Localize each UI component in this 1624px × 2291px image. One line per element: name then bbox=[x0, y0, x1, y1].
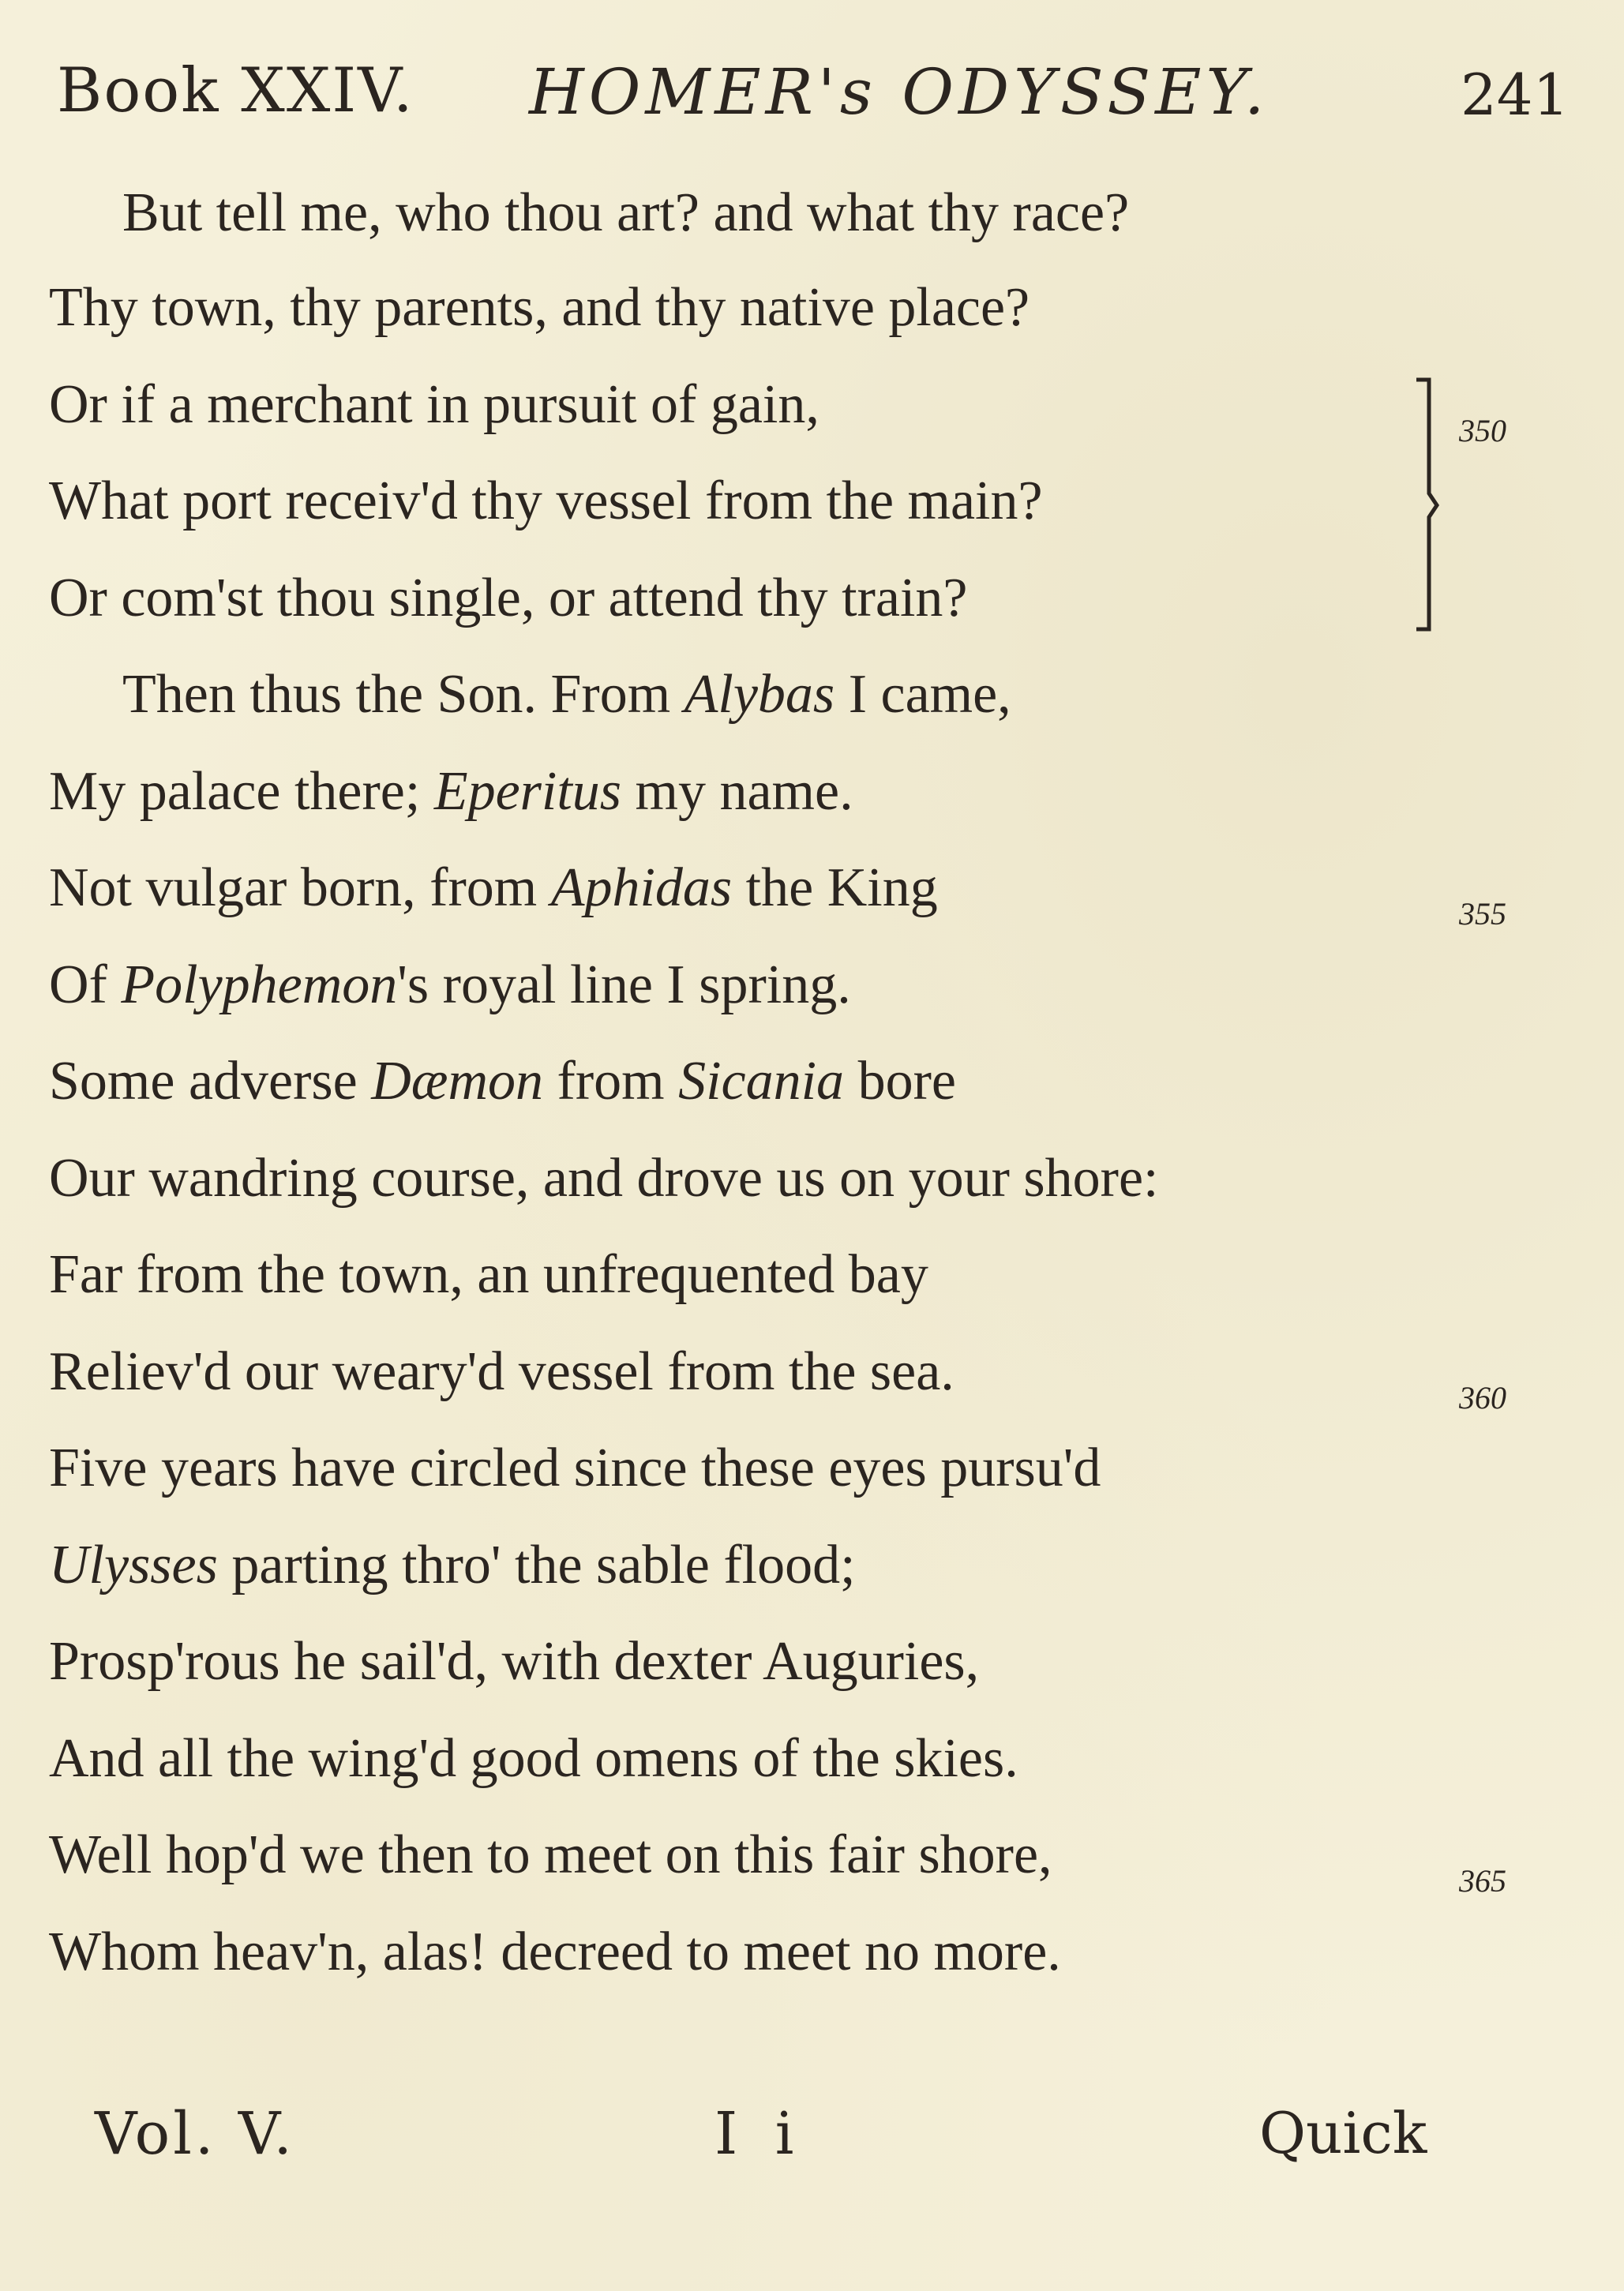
verse-line: Then thus the Son. From Alybas I came, bbox=[122, 664, 1011, 725]
page-number: 241 bbox=[1461, 62, 1570, 128]
verse-line: What port receiv'd thy vessel from the main? bbox=[49, 471, 1043, 531]
verse-line: And all the wing'd good omens of the skies. bbox=[49, 1728, 1018, 1789]
verse-line: Or com'st thou single, or attend thy train? bbox=[49, 568, 968, 628]
verse-line: Our wandring course, and drove us on your shore: bbox=[49, 1148, 1159, 1209]
volume-label: Vol. V. bbox=[95, 2100, 295, 2168]
triplet-brace bbox=[1413, 375, 1445, 636]
verse-line: Whom heav'n, alas! decreed to meet no more. bbox=[49, 1922, 1061, 1982]
verse-line: Of Polyphemon's royal line I spring. bbox=[49, 954, 851, 1015]
verse-line: But tell me, who thou art? and what thy race? bbox=[122, 182, 1130, 243]
verse-line: Or if a merchant in pursuit of gain, bbox=[49, 374, 820, 435]
verse-line: Prosp'rous he sail'd, with dexter Auguries, bbox=[49, 1631, 980, 1692]
page-footer bbox=[0, 2100, 1624, 2187]
book-label: Book XXIV. bbox=[57, 55, 414, 126]
verse-line: My palace there; Eperitus my name. bbox=[49, 761, 853, 822]
verse-line: Not vulgar born, from Aphidas the King bbox=[49, 857, 938, 918]
proper-name: Eperitus bbox=[433, 761, 622, 822]
verse-line: Thy town, thy parents, and thy native place? bbox=[49, 277, 1030, 338]
running-title: HOMER's ODYSSEY. bbox=[529, 55, 1270, 129]
line-number: 350 bbox=[1459, 413, 1506, 448]
proper-name: Ulysses bbox=[49, 1535, 218, 1595]
signature-mark: I i bbox=[714, 2100, 804, 2168]
verse-line: Five years have circled since these eyes pursu'd bbox=[49, 1438, 1101, 1498]
proper-name: Polyphemon bbox=[121, 954, 398, 1015]
proper-name: Aphidas bbox=[550, 857, 733, 918]
verse-line: Reliev'd our weary'd vessel from the sea. bbox=[49, 1341, 955, 1402]
line-number: 360 bbox=[1459, 1380, 1506, 1415]
verse-line: Ulysses parting thro' the sable flood; bbox=[49, 1535, 856, 1595]
proper-name: Sicania bbox=[678, 1051, 845, 1112]
verse-line: Far from the town, an unfrequented bay bbox=[49, 1244, 928, 1305]
verse-line: Well hop'd we then to meet on this fair shore, bbox=[49, 1824, 1052, 1885]
line-number: 365 bbox=[1459, 1863, 1506, 1899]
catchword: Quick bbox=[1259, 2100, 1427, 2166]
proper-name: Dæmon bbox=[371, 1051, 544, 1112]
line-number: 355 bbox=[1459, 896, 1506, 932]
proper-name: Alybas bbox=[684, 664, 835, 725]
verse-line: Some adverse Dæmon from Sicania bore bbox=[49, 1051, 956, 1112]
